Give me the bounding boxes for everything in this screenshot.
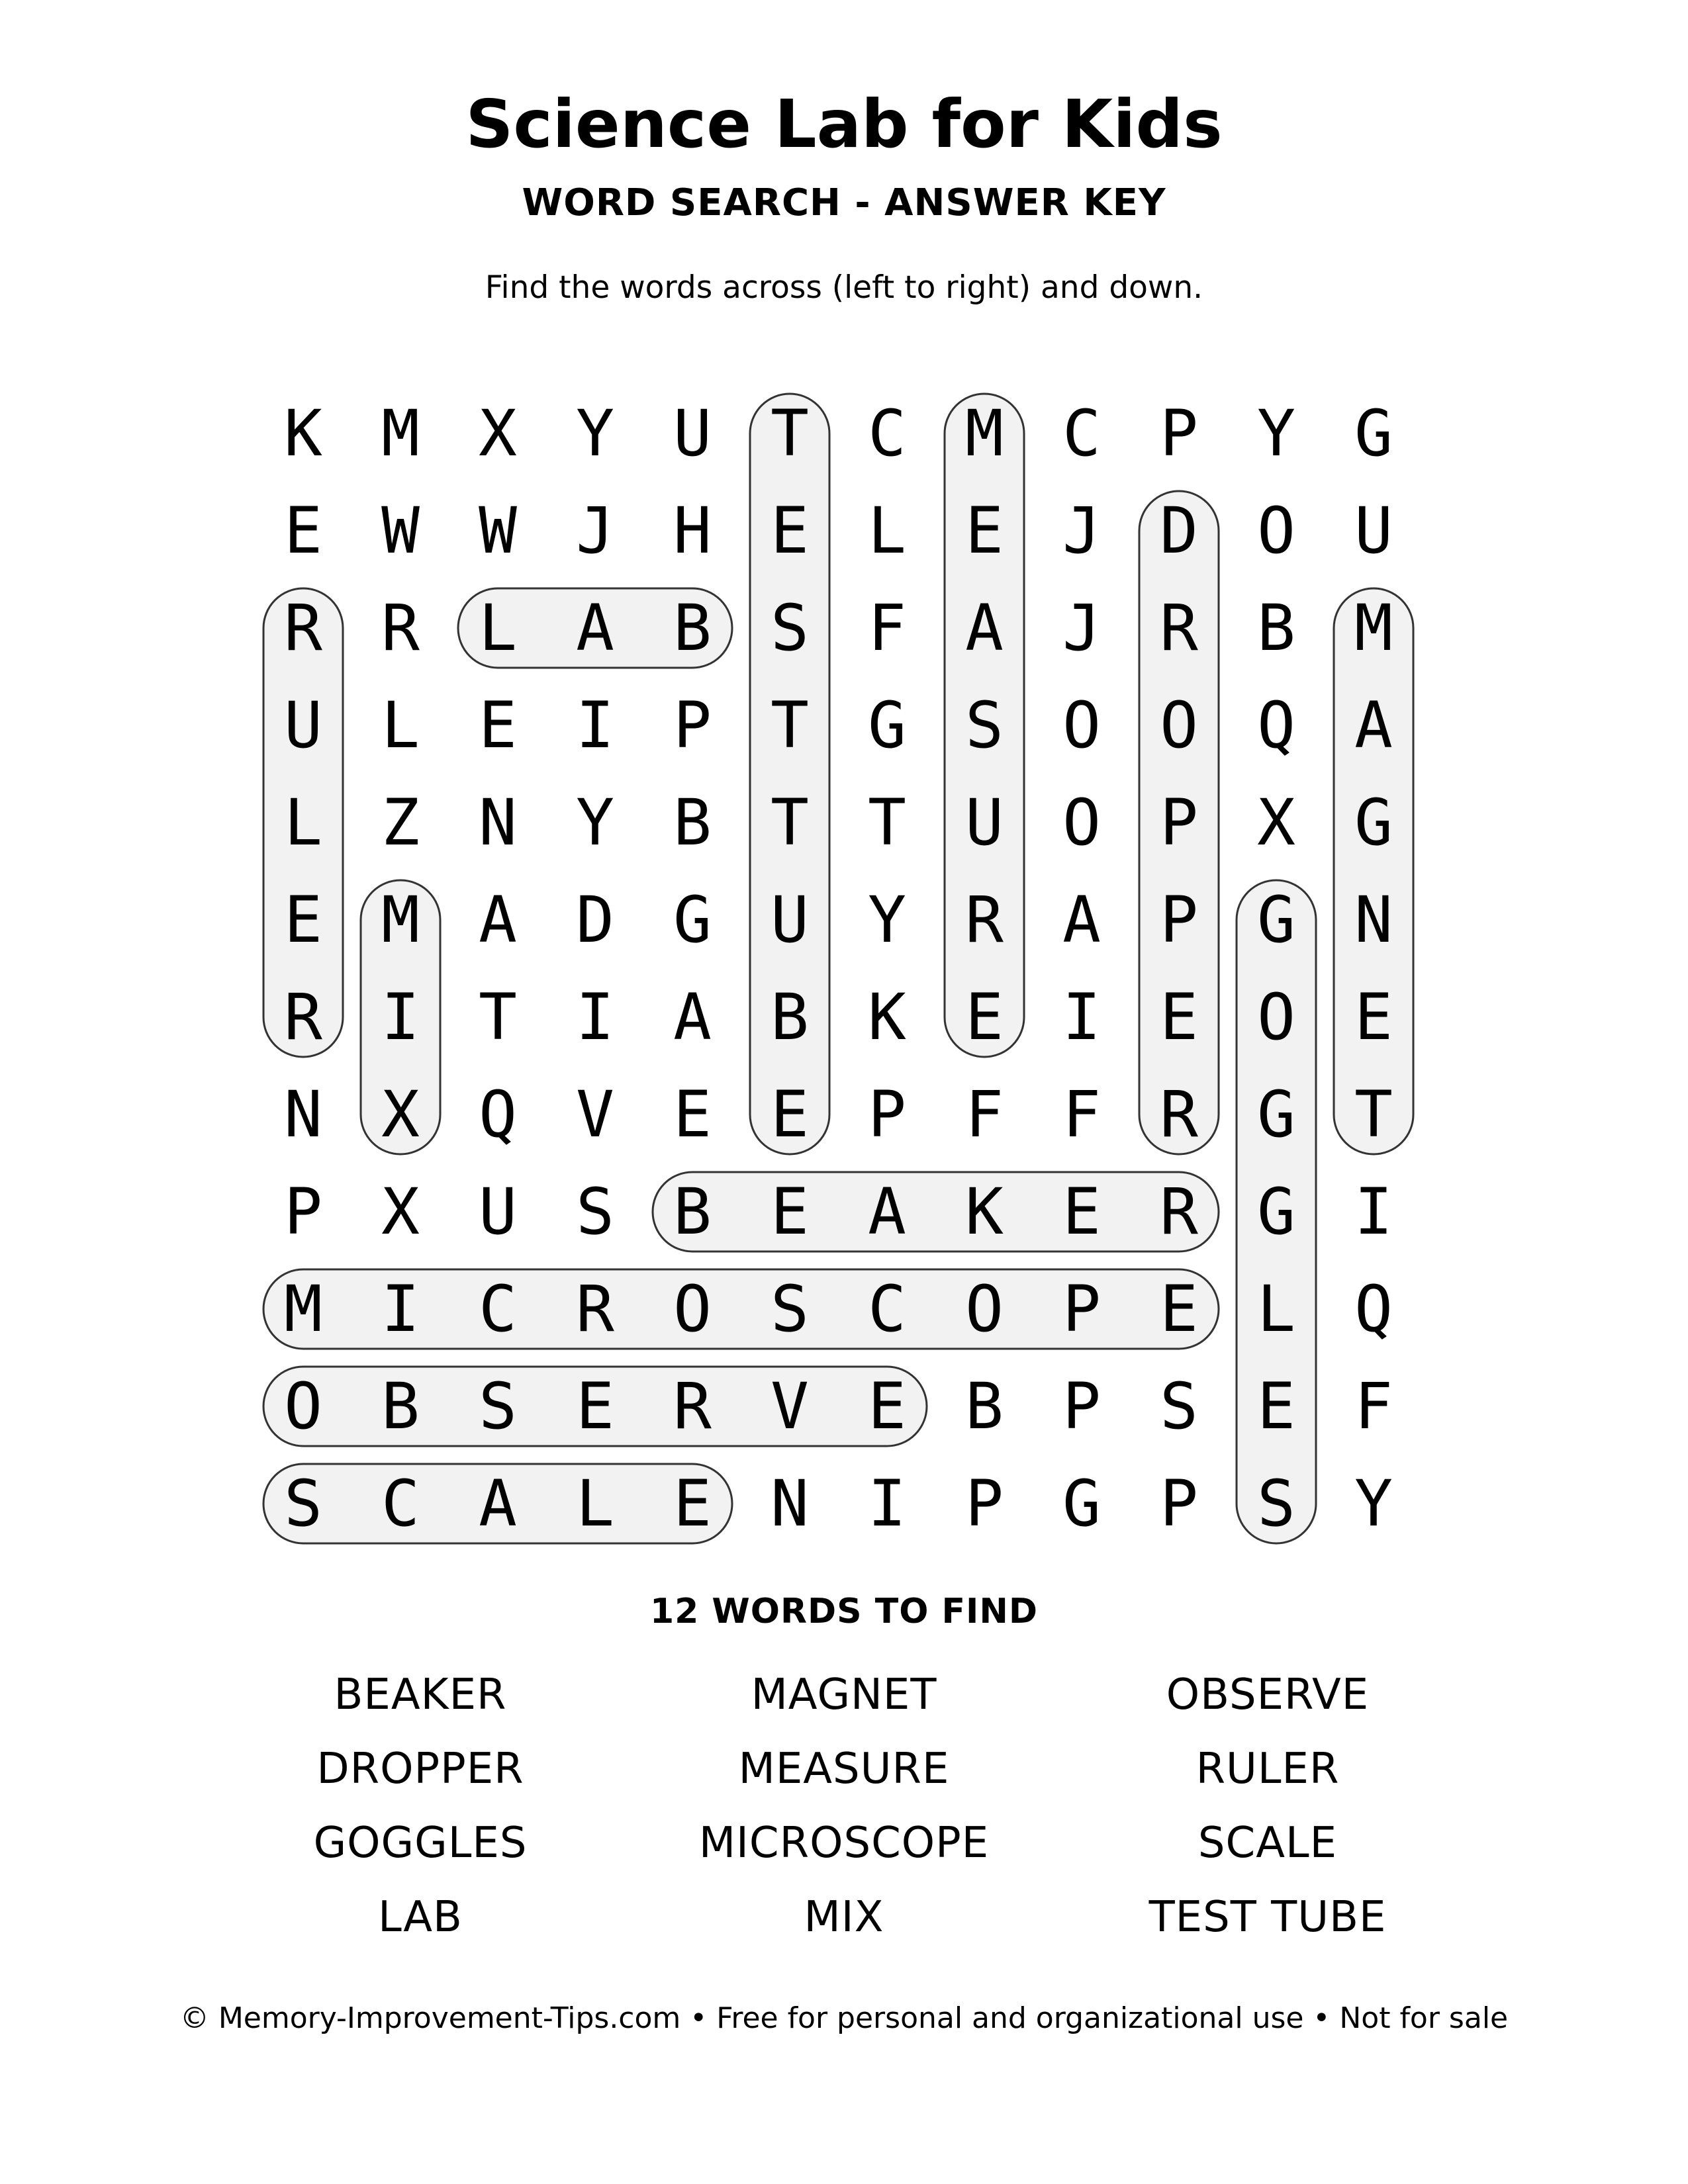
grid-letter: B <box>965 1369 1004 1443</box>
grid-letter: U <box>965 786 1004 860</box>
grid-letter: R <box>673 1369 712 1443</box>
grid-letter: E <box>771 1077 809 1152</box>
grid-letter: S <box>284 1467 322 1541</box>
word-list-item: OBSERVE <box>1166 1670 1370 1719</box>
word-list-item: MICROSCOPE <box>698 1819 990 1868</box>
grid-letter: L <box>284 786 322 860</box>
grid-letter: T <box>771 786 809 860</box>
grid-letter: P <box>965 1467 1004 1541</box>
grid-letter: G <box>1257 1077 1295 1152</box>
grid-letter: F <box>1354 1369 1393 1443</box>
grid-letter: S <box>965 688 1004 762</box>
grid-letter: A <box>479 883 517 957</box>
grid-letter: M <box>1354 591 1393 665</box>
grid-letter: E <box>1160 980 1198 1054</box>
grid-letter: A <box>479 1467 517 1541</box>
grid-letter: B <box>1257 591 1295 665</box>
word-list <box>209 1658 1479 1954</box>
word-list-item: MAGNET <box>751 1670 937 1719</box>
grid-letter: P <box>1160 1467 1198 1541</box>
grid-letter: J <box>1062 494 1101 568</box>
grid-letter: S <box>1257 1467 1295 1541</box>
grid-letter: P <box>1062 1272 1101 1346</box>
grid-letter: U <box>479 1175 517 1249</box>
word-list-item: LAB <box>378 1893 463 1942</box>
grid-letter: M <box>965 396 1004 471</box>
grid-letter: M <box>381 883 420 957</box>
grid-letter: E <box>284 494 322 568</box>
word-list-item: SCALE <box>1197 1819 1338 1868</box>
grid-letter: E <box>1354 980 1393 1054</box>
grid-letter: Y <box>868 883 906 957</box>
grid-letter: K <box>284 396 322 471</box>
grid-letter: E <box>965 980 1004 1054</box>
grid-letter: X <box>381 1175 420 1249</box>
grid-letter: U <box>673 396 712 471</box>
grid-letter: V <box>576 1077 614 1152</box>
grid-letter: S <box>479 1369 517 1443</box>
grid-letter: B <box>673 786 712 860</box>
grid-letter: Q <box>1354 1272 1393 1346</box>
grid-letter: F <box>1062 1077 1101 1152</box>
grid-letter: M <box>381 396 420 471</box>
word-list-item: DROPPER <box>316 1745 524 1794</box>
grid-letter: R <box>1160 1175 1198 1249</box>
grid-letter: N <box>284 1077 322 1152</box>
grid-letter: N <box>1354 883 1393 957</box>
grid-letter: D <box>576 883 614 957</box>
grid-letter: R <box>1160 1077 1198 1152</box>
grid-letter: R <box>381 591 420 665</box>
word-list-item: BEAKER <box>334 1670 507 1719</box>
grid-letter: R <box>1160 591 1198 665</box>
grid-letter: T <box>771 396 809 471</box>
grid-letter: I <box>1062 980 1101 1054</box>
grid-letter: G <box>1354 786 1393 860</box>
grid-letter: E <box>1062 1175 1101 1249</box>
grid-letter: T <box>868 786 906 860</box>
grid-letter: E <box>673 1077 712 1152</box>
grid-letter: A <box>1062 883 1101 957</box>
grid-letter: E <box>1257 1369 1295 1443</box>
grid-letter: G <box>673 883 712 957</box>
grid-letter: I <box>1354 1175 1393 1249</box>
grid-letter: O <box>1257 494 1295 568</box>
grid-letter: Y <box>1257 396 1295 471</box>
grid-letter: A <box>1354 688 1393 762</box>
grid-letter: W <box>479 494 517 568</box>
grid-letter: Y <box>576 786 614 860</box>
grid-letter: B <box>673 591 712 665</box>
instructions: Find the words across (left to right) and down. <box>485 269 1203 306</box>
grid-letter: E <box>965 494 1004 568</box>
grid-letter: U <box>284 688 322 762</box>
grid-letter: A <box>673 980 712 1054</box>
grid-letter: L <box>576 1467 614 1541</box>
word-list-heading: 12 WORDS TO FIND <box>649 1592 1039 1631</box>
grid-letter: P <box>673 688 712 762</box>
grid-letter: E <box>284 883 322 957</box>
grid-letter: O <box>1062 786 1101 860</box>
grid-letter: X <box>479 396 517 471</box>
grid-letter: U <box>771 883 809 957</box>
grid-letter: L <box>479 591 517 665</box>
grid-letter: O <box>965 1272 1004 1346</box>
grid-letter: L <box>1257 1272 1295 1346</box>
grid-letter: O <box>284 1369 322 1443</box>
grid-letter: C <box>868 396 906 471</box>
word-list-item: MIX <box>804 1893 884 1942</box>
grid-letter: M <box>284 1272 322 1346</box>
grid-letter: I <box>576 980 614 1054</box>
grid-letter: A <box>576 591 614 665</box>
word-list-item: GOGGLES <box>313 1819 528 1868</box>
grid-letter: T <box>771 688 809 762</box>
grid-letter: I <box>381 1272 420 1346</box>
answer-highlight-beaker <box>653 1172 1219 1251</box>
grid-letter: S <box>576 1175 614 1249</box>
word-list-item: TEST TUBE <box>1149 1893 1387 1942</box>
grid-letter: L <box>381 688 420 762</box>
grid-letter: R <box>284 591 322 665</box>
grid-letter: Q <box>479 1077 517 1152</box>
answer-highlights <box>263 394 1413 1543</box>
grid-letter: Z <box>381 786 420 860</box>
grid-letter: N <box>479 786 517 860</box>
grid-letter: G <box>1354 396 1393 471</box>
grid-letter: W <box>381 494 420 568</box>
grid-letter: R <box>284 980 322 1054</box>
grid-letter: F <box>965 1077 1004 1152</box>
grid-letter: E <box>771 494 809 568</box>
grid-letter: E <box>868 1369 906 1443</box>
grid-letter: C <box>868 1272 906 1346</box>
grid-letter: I <box>868 1467 906 1541</box>
grid-letter: C <box>1062 396 1101 471</box>
grid-letter: K <box>965 1175 1004 1249</box>
grid-letter: K <box>868 980 906 1054</box>
grid-letter: O <box>1062 688 1101 762</box>
grid-letter: E <box>1160 1272 1198 1346</box>
grid-letter: T <box>479 980 517 1054</box>
grid-letter: P <box>1160 883 1198 957</box>
answer-highlight-magnet <box>1334 588 1413 1154</box>
grid-letter: Y <box>1354 1467 1393 1541</box>
grid-letter: X <box>381 1077 420 1152</box>
grid-letter: I <box>381 980 420 1054</box>
grid-letter: O <box>1160 688 1198 762</box>
page-title: Science Lab for Kids <box>465 85 1223 163</box>
grid-letter: P <box>1062 1369 1101 1443</box>
grid-letter: D <box>1160 494 1198 568</box>
grid-letter: T <box>1354 1077 1393 1152</box>
grid-letter: S <box>771 1272 809 1346</box>
grid-letter: A <box>868 1175 906 1249</box>
grid-letter: O <box>673 1272 712 1346</box>
grid-letter: X <box>1257 786 1295 860</box>
grid-letter: P <box>1160 396 1198 471</box>
grid-letter: Q <box>1257 688 1295 762</box>
grid-letter: C <box>479 1272 517 1346</box>
grid-letter: G <box>868 688 906 762</box>
grid-letter: B <box>771 980 809 1054</box>
grid-letter: E <box>673 1467 712 1541</box>
grid-letter: F <box>868 591 906 665</box>
grid-letter: B <box>381 1369 420 1443</box>
grid-letter: G <box>1257 1175 1295 1249</box>
word-list-item: RULER <box>1196 1745 1340 1794</box>
grid-letter: G <box>1062 1467 1101 1541</box>
grid-letter: J <box>1062 591 1101 665</box>
grid-letter: E <box>771 1175 809 1249</box>
grid-letter: L <box>868 494 906 568</box>
grid-letter: I <box>576 688 614 762</box>
grid-letter: E <box>479 688 517 762</box>
grid-letter: G <box>1257 883 1295 957</box>
page-subtitle: WORD SEARCH - ANSWER KEY <box>522 181 1166 224</box>
grid-letter: P <box>868 1077 906 1152</box>
grid-letter: P <box>1160 786 1198 860</box>
grid-letter: R <box>965 883 1004 957</box>
grid-letter: V <box>771 1369 809 1443</box>
word-list-item: MEASURE <box>738 1745 950 1794</box>
grid-letter: Y <box>576 396 614 471</box>
grid-letter: N <box>771 1467 809 1541</box>
copyright-footer: © Memory-Improvement-Tips.com • Free for personal and organizational use • Not for sale <box>179 2001 1509 2035</box>
grid-letter: A <box>965 591 1004 665</box>
grid-letter: C <box>381 1467 420 1541</box>
grid-letter: P <box>284 1175 322 1249</box>
grid-letter: S <box>1160 1369 1198 1443</box>
grid-letter: J <box>576 494 614 568</box>
grid-letter: H <box>673 494 712 568</box>
grid-letter: E <box>576 1369 614 1443</box>
grid-letter: O <box>1257 980 1295 1054</box>
grid-letter: B <box>673 1175 712 1249</box>
grid-letter: S <box>771 591 809 665</box>
grid-letter: U <box>1354 494 1393 568</box>
grid-letter: R <box>576 1272 614 1346</box>
